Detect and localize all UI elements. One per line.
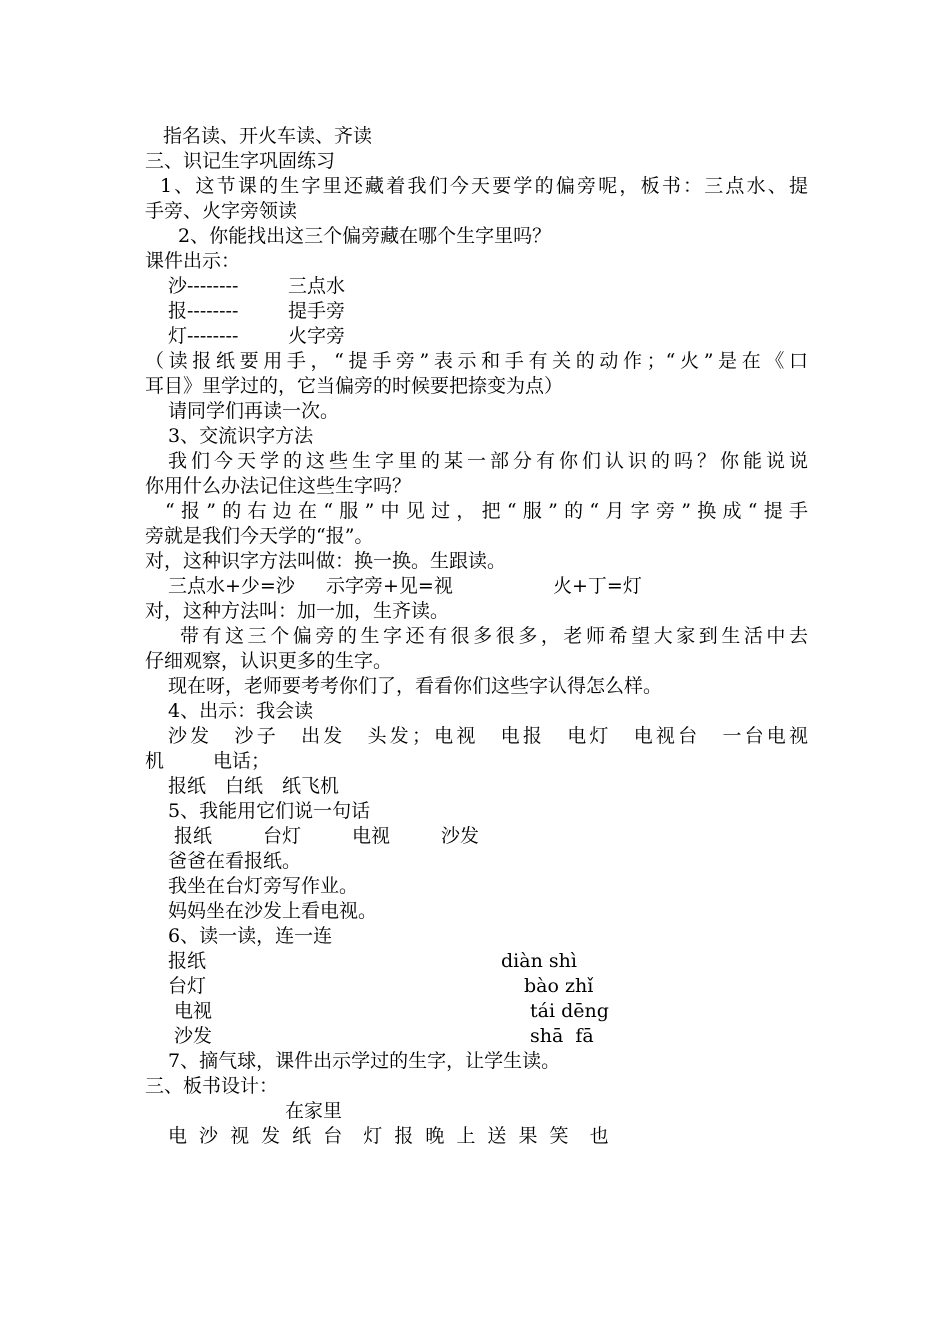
word-item: 沙发 <box>441 825 480 847</box>
text-line: “报”的右边在“服”中见过，把“服”的“月字旁”换成“提手 <box>165 500 808 522</box>
text-line: 仔细观察，认识更多的生字。 <box>145 650 393 672</box>
board-characters: 电 沙 视 发 纸 台 灯 报 晚 上 送 果 笑 也 <box>168 1125 612 1147</box>
match-pinyin: bào zhǐ <box>524 975 594 997</box>
text-line: 7、摘气球，课件出示学过的生字，让学生读。 <box>168 1050 561 1072</box>
word-item: 报纸 <box>174 825 213 847</box>
word-item: 台灯 <box>263 825 302 847</box>
board-title: 在家里 <box>285 1100 343 1122</box>
section-heading: 三、板书设计： <box>145 1075 279 1097</box>
text-line: 指名读、开火车读、齐读 <box>163 125 373 147</box>
example-sentence: 爸爸在看报纸。 <box>168 850 302 872</box>
formula-item: 火+丁=灯 <box>553 575 642 597</box>
text-line: 带有这三个偏旁的生字还有很多很多，老师希望大家到生活中去 <box>180 625 808 647</box>
match-word: 台灯 <box>168 975 207 997</box>
match-pinyin: tái dēng <box>530 1000 609 1022</box>
radical-label: 提手旁 <box>288 300 346 322</box>
match-word: 电视 <box>174 1000 213 1022</box>
example-sentence: 我坐在台灯旁写作业。 <box>168 875 359 897</box>
text-line: 请同学们再读一次。 <box>168 400 340 422</box>
character-item: 沙-------- <box>168 275 239 297</box>
match-word: 沙发 <box>174 1025 213 1047</box>
word-list: 沙发 沙子 出发 头发；电视 电报 电灯 电视台 一台电视 <box>168 725 808 747</box>
word-list: 机 <box>145 750 165 772</box>
match-word: 报纸 <box>168 950 207 972</box>
formula-item: 三点水+少=沙 <box>168 575 295 597</box>
text-line: 4、出示：我会读 <box>168 700 314 722</box>
text-line: 课件出示： <box>145 250 241 272</box>
match-pinyin: diàn shì <box>501 950 577 972</box>
section-heading: 三、识记生字巩固练习 <box>145 150 336 172</box>
text-line: 手旁、火字旁领读 <box>145 200 298 222</box>
text-line: 对，这种识字方法叫做：换一换。生跟读。 <box>145 550 507 572</box>
text-line: 对，这种方法叫：加一加，生齐读。 <box>145 600 450 622</box>
word-list: 报纸 白纸 纸飞机 <box>168 775 340 797</box>
character-item: 报-------- <box>168 300 239 322</box>
radical-label: 三点水 <box>288 275 346 297</box>
text-line: 旁就是我们今天学的“报”。 <box>145 525 374 547</box>
word-list: 电话； <box>213 750 271 772</box>
text-line: 现在呀，老师要考考你们了，看看你们这些字认得怎么样。 <box>168 675 663 697</box>
character-item: 灯-------- <box>168 325 239 347</box>
text-line: 你用什么办法记住这些生字吗？ <box>145 475 412 497</box>
text-line: （读报纸要用手，“提手旁”表示和手有关的动作；“火”是在《口 <box>145 350 808 372</box>
text-line: 我们今天学的这些生字里的某一部分有你们认识的吗？你能说说 <box>168 450 808 472</box>
word-item: 电视 <box>352 825 391 847</box>
text-line: 耳目》里学过的，它当偏旁的时候要把捺变为点） <box>145 375 564 397</box>
formula-item: 示字旁+见=视 <box>326 575 453 597</box>
text-line: 1、这节课的生字里还藏着我们今天要学的偏旁呢，板书：三点水、提 <box>160 175 808 197</box>
text-line: 3、交流识字方法 <box>168 425 314 447</box>
match-pinyin: shā fā <box>530 1025 594 1047</box>
text-line: 6、读一读，连一连 <box>168 925 333 947</box>
text-line: 2、你能找出这三个偏旁藏在哪个生字里吗？ <box>178 225 552 247</box>
example-sentence: 妈妈坐在沙发上看电视。 <box>168 900 378 922</box>
text-line: 5、我能用它们说一句话 <box>168 800 371 822</box>
radical-label: 火字旁 <box>288 325 346 347</box>
